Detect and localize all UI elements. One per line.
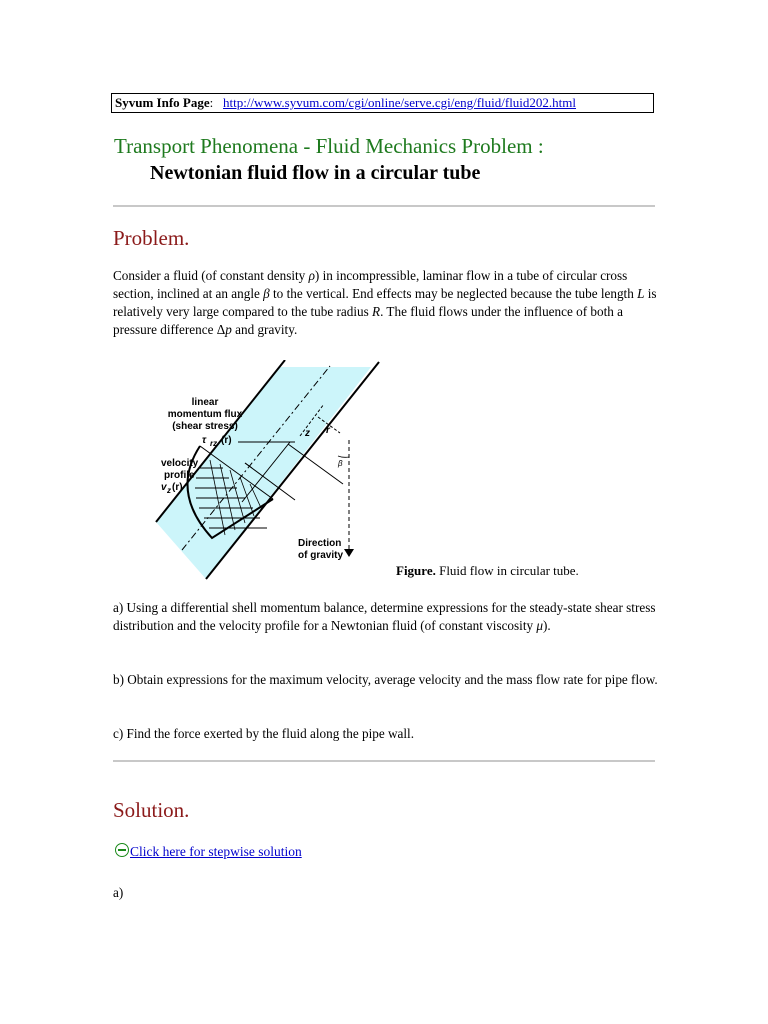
info-bar-label: Syvum Info Page xyxy=(115,95,210,110)
z-axis-label: z xyxy=(305,428,310,439)
gravity-label-line2: of gravity xyxy=(298,550,344,561)
r-axis-label: r xyxy=(326,425,330,436)
text-run: Consider a fluid (of constant density xyxy=(113,268,309,283)
gravity-arrowhead xyxy=(344,549,354,557)
solution-heading: Solution. xyxy=(113,798,190,822)
tube-flow-figure xyxy=(150,360,410,585)
solution-part-a-label: a) xyxy=(113,885,124,900)
page-title: Transport Phenomena - Fluid Mechanics Problem : xyxy=(114,134,544,158)
text-run: ) in incompressible, laminar flow in a tube of circular cross section, inclined at an angle xyxy=(113,268,628,301)
tau-subscript: rz xyxy=(210,439,218,448)
problem-part-b: b) Obtain expressions for the maximum velocity, average velocity and the mass flow rate for pipe flow. xyxy=(113,672,658,687)
velocity-label-line1: velocity xyxy=(161,458,199,469)
math-symbol: ρ xyxy=(308,268,315,283)
math-symbol: μ xyxy=(536,618,543,633)
math-symbol: R xyxy=(372,304,381,319)
flux-label-line2: momentum flux xyxy=(167,409,243,420)
velocity-label-line2: profile xyxy=(164,470,195,481)
vz-subscript: z xyxy=(167,486,171,495)
info-bar-separator: : xyxy=(209,95,214,110)
figure-caption xyxy=(396,563,579,579)
problem-part-a xyxy=(113,599,658,635)
math-symbol: L xyxy=(637,286,645,301)
divider-bottom xyxy=(113,760,655,762)
figure-caption-text: Fluid flow in circular tube. xyxy=(435,563,579,578)
vz-symbol: v xyxy=(161,482,167,493)
info-bar xyxy=(111,93,654,113)
math-symbol: β xyxy=(263,286,270,301)
problem-intro xyxy=(113,267,658,339)
problem-part-c: c) Find the force exerted by the fluid along the pipe wall. xyxy=(113,726,415,741)
problem-heading: Problem. xyxy=(113,226,190,250)
text-run: is relatively very large compared to the tube radius xyxy=(113,286,657,319)
collapse-minus-icon[interactable] xyxy=(115,843,129,857)
shell-cross-2 xyxy=(288,444,343,484)
text-run: a) Using a differential shell momentum balance, determine expressions for the steady-state shear stress distribution and the velocity profile for a Newtonian fluid (of constant viscosity xyxy=(113,600,656,633)
text-run: ). xyxy=(543,618,551,633)
page-subtitle: Newtonian fluid flow in a circular tube xyxy=(150,162,481,184)
math-symbol: p xyxy=(225,322,232,337)
info-bar-url-link[interactable]: http://www.syvum.com/cgi/online/serve.cgi/eng/fluid/fluid202.html xyxy=(223,95,576,110)
vz-argument: (r) xyxy=(172,482,183,493)
beta-angle-label: β xyxy=(338,459,343,468)
stepwise-solution-link[interactable]: Click here for stepwise solution xyxy=(130,844,302,859)
text-run: . The fluid flows under the influence of both a pressure difference xyxy=(113,304,624,337)
tau-symbol: τ xyxy=(202,435,207,446)
text-run: Δ xyxy=(216,322,226,337)
beta-angle-arc xyxy=(338,456,349,457)
figure-caption-bold: Figure. xyxy=(396,563,436,578)
text-run: to the vertical. End effects may be neglected because the tube length xyxy=(269,286,638,301)
divider-top xyxy=(113,205,655,207)
flux-label-line1: linear xyxy=(191,397,219,408)
text-run: and gravity. xyxy=(231,322,298,337)
gravity-label-line1: Direction xyxy=(298,538,342,549)
tau-argument: (r) xyxy=(221,435,232,446)
flux-label-line3: (shear stress) xyxy=(172,421,238,432)
stepwise-solution-toggle[interactable] xyxy=(115,843,302,860)
